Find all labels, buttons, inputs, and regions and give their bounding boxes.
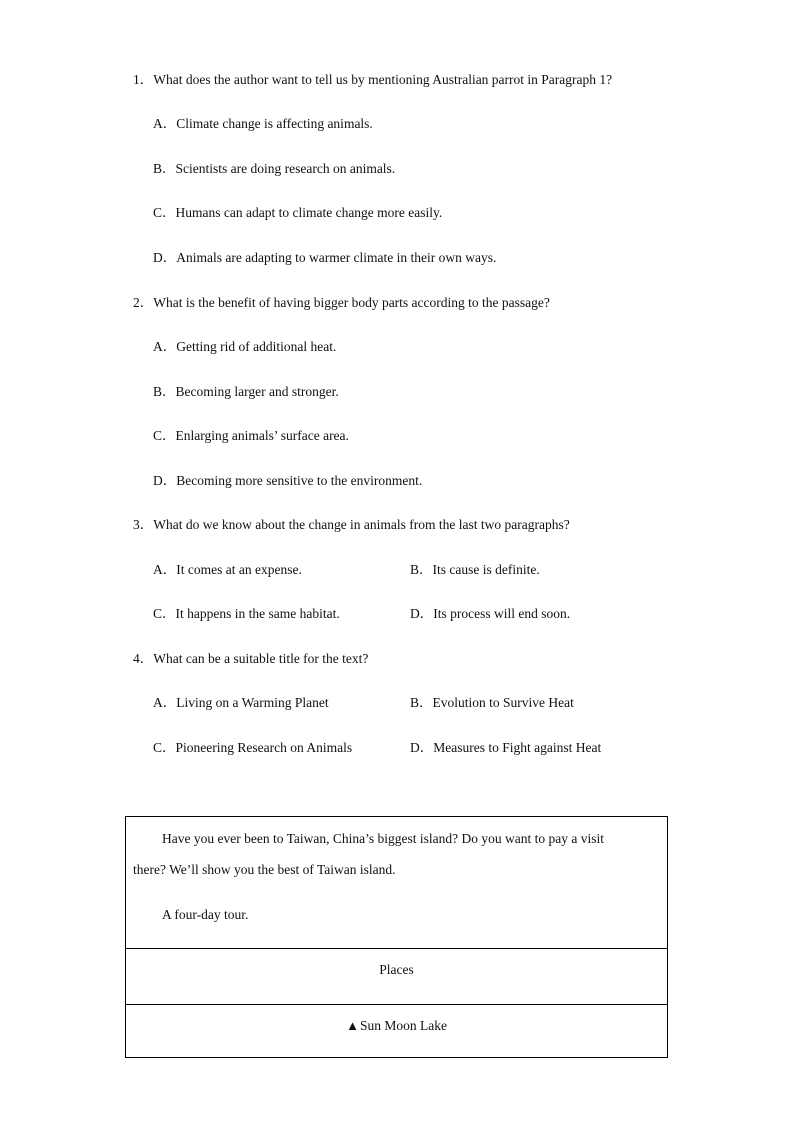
question-4-stem: 4．What can be a suitable title for the text? xyxy=(133,651,369,666)
question-2-option-b: B．Becoming larger and stronger. xyxy=(153,384,339,399)
question-1-option-b: B．Scientists are doing research on animals. xyxy=(153,161,396,176)
question-1-option-a: A．Climate change is affecting animals. xyxy=(153,116,373,131)
question-4-option-c: C．Pioneering Research on Animals xyxy=(153,740,353,755)
row-divider xyxy=(126,948,667,949)
question-1-option-d: D．Animals are adapting to warmer climate in their own ways. xyxy=(153,250,497,265)
question-4-option-d: D．Measures to Fight against Heat xyxy=(410,740,602,755)
row-divider xyxy=(126,1004,667,1005)
places-header: Places xyxy=(379,962,414,977)
question-3-stem: 3．What do we know about the change in animals from the last two paragraphs? xyxy=(133,517,570,532)
question-2-stem: 2．What is the benefit of having bigger body parts according to the passage? xyxy=(133,295,550,310)
question-3-option-c: C．It happens in the same habitat. xyxy=(153,606,340,621)
question-1-option-c: C．Humans can adapt to climate change more easily. xyxy=(153,205,443,220)
tour-line: A four-day tour. xyxy=(162,907,249,922)
triangle-marker-icon: ▲ xyxy=(346,1018,359,1033)
intro-line-1: Have you ever been to Taiwan, China’s biggest island? Do you want to pay a visit xyxy=(162,831,604,846)
question-3-option-d: D．Its process will end soon. xyxy=(410,606,571,621)
question-2-option-d: D．Becoming more sensitive to the environment. xyxy=(153,473,423,488)
intro-line-2: there? We’ll show you the best of Taiwan island. xyxy=(133,862,396,877)
passage-table xyxy=(125,816,668,1058)
question-4-option-b: B．Evolution to Survive Heat xyxy=(410,695,574,710)
question-4-option-a: A．Living on a Warming Planet xyxy=(153,695,329,710)
place-row-sun-moon-lake xyxy=(126,1018,667,1034)
place-name: Sun Moon Lake xyxy=(359,1018,447,1033)
question-2-option-a: A．Getting rid of additional heat. xyxy=(153,339,337,354)
question-2-option-c: C．Enlarging animals’ surface area. xyxy=(153,428,349,443)
question-1-stem: 1．What does the author want to tell us by mentioning Australian parrot in Paragraph 1? xyxy=(133,72,613,87)
question-3-option-a: A．It comes at an expense. xyxy=(153,562,302,577)
question-3-option-b: B．Its cause is definite. xyxy=(410,562,540,577)
